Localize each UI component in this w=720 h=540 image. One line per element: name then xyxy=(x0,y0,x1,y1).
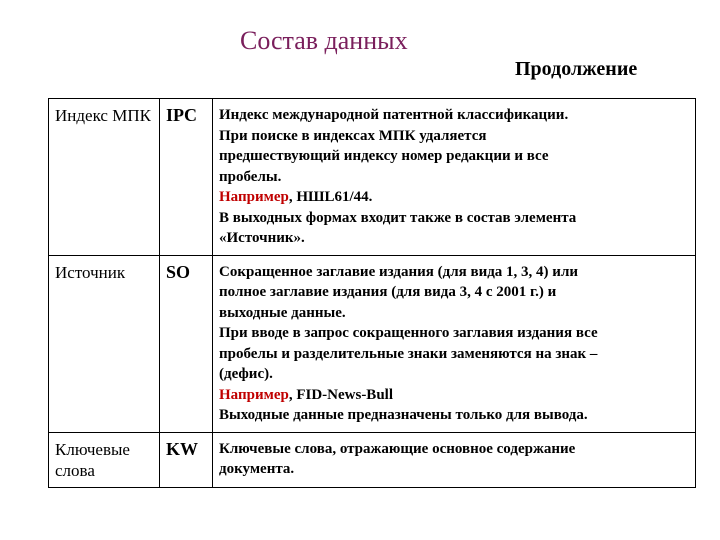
description-text: В выходных формах входит также в состав элемента xyxy=(219,209,577,226)
table-row xyxy=(49,255,696,432)
description-text: Ключевые слова, отражающие основное содержание xyxy=(219,440,576,457)
description-text: (дефис). xyxy=(219,366,273,382)
field-name: Источник xyxy=(49,255,160,432)
description-text: полное заглавие издания (для вида 3, 4 с 2001 г.) и xyxy=(219,284,557,300)
description-text: При вводе в запрос сокращенного заглавия издания все xyxy=(219,325,598,341)
description-text: , FID-News-Bull xyxy=(288,386,393,403)
description-line xyxy=(219,459,689,480)
table-row xyxy=(49,432,696,487)
description-text: Индекс международной патентной классификации. xyxy=(219,107,569,123)
description-line xyxy=(219,439,689,460)
description-line xyxy=(219,146,689,167)
description-text: выходные данные. xyxy=(219,304,346,321)
example-label: Например xyxy=(219,386,289,403)
field-description xyxy=(213,99,696,256)
description-line xyxy=(219,364,689,385)
field-description xyxy=(213,255,696,432)
field-name: Индекс МПК xyxy=(49,99,160,256)
description-text: пробелы и разделительные знаки заменяются на знак – xyxy=(219,345,598,362)
table-row xyxy=(49,99,696,256)
description-line xyxy=(219,167,689,188)
description-line xyxy=(219,262,689,283)
description-line xyxy=(219,105,689,126)
description-line xyxy=(219,344,689,365)
description-line xyxy=(219,385,689,406)
field-code: IPC xyxy=(160,99,213,256)
description-text: пробелы. xyxy=(219,168,282,185)
description-text: документа. xyxy=(219,461,295,477)
field-code: KW xyxy=(160,432,213,487)
description-line xyxy=(219,303,689,324)
data-table-body xyxy=(49,99,696,488)
description-line xyxy=(219,323,689,344)
description-line xyxy=(219,228,689,249)
example-label: Например xyxy=(219,189,289,205)
field-description xyxy=(213,432,696,487)
description-line xyxy=(219,187,689,208)
field-name: Ключевые слова xyxy=(49,432,160,487)
description-line xyxy=(219,405,689,426)
description-line xyxy=(219,208,689,229)
field-code: SO xyxy=(160,255,213,432)
description-text: Выходные данные предназначены только для вывода. xyxy=(219,407,588,423)
page-title: Состав данных xyxy=(240,26,408,55)
page-subtitle: Продолжение xyxy=(515,58,638,80)
description-text: «Источник». xyxy=(219,230,305,246)
description-text: При поиске в индексах МПК удаляется xyxy=(219,127,487,144)
description-line xyxy=(219,282,689,303)
data-table xyxy=(48,98,696,488)
description-text: , НШL61/44. xyxy=(288,189,373,205)
description-text: Сокращенное заглавие издания (для вида 1, 3, 4) или xyxy=(219,263,579,280)
description-line xyxy=(219,126,689,147)
description-text: предшествующий индексу номер редакции и все xyxy=(219,148,549,164)
